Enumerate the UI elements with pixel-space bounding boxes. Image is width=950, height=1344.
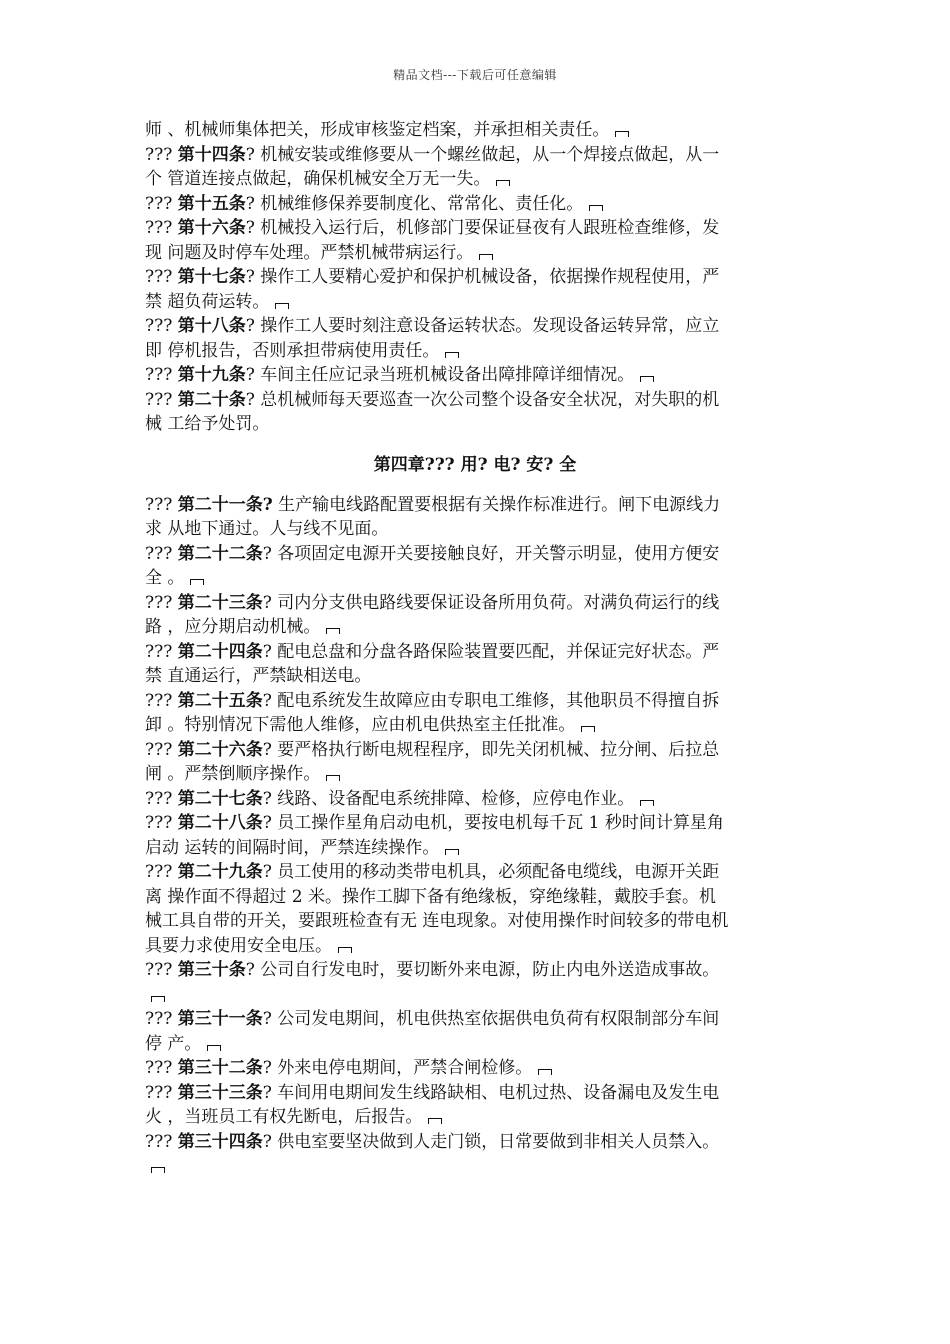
- article-text: 路 ，应分期启动机械。: [145, 617, 321, 637]
- line-prefix: ???: [145, 1082, 178, 1103]
- article-text: ? 公司自行发电时，要切断外来电源，防止内电外送造成事故。: [245, 960, 720, 980]
- article-text: 离 操作面不得超过 2 米。操作工脚下备有绝缘板，穿绝缘鞋，戴胶手套。机: [145, 886, 717, 907]
- article-text: ? 操作工人要精心爱护和保护机械设备，依据操作规程使用，严: [245, 267, 720, 287]
- article-number: 第二十七条: [177, 788, 263, 809]
- article-text: ? 总机械师每天要巡查一次公司整个设备安全状况，对失职的机: [245, 389, 720, 410]
- article-number: 第二十六条: [177, 739, 263, 760]
- text-line: [145, 290, 805, 315]
- article-text: 闸 。严禁倒顺序操作。: [145, 764, 321, 784]
- line-prefix: ???: [145, 365, 178, 385]
- article-text: 现 问题及时停车处理。严禁机械带病运行。: [145, 242, 474, 263]
- line-prefix: ???: [145, 1131, 178, 1152]
- article-text: ? 车间用电期间发生线路缺相、电机过热、设备漏电及发生电: [262, 1082, 720, 1103]
- text-line: [145, 640, 805, 665]
- text-line: [145, 885, 805, 910]
- article-text: ? 配电系统发生故障应由专职电工维修，其他职员不得擅自拆: [262, 690, 720, 711]
- article-number: 第二十八条: [177, 813, 263, 833]
- paragraph-mark-icon: [326, 775, 340, 781]
- article-text: 械 工给予处罚。: [145, 414, 270, 434]
- paragraph-mark-icon: [538, 1069, 552, 1075]
- paragraph-mark-icon: [640, 376, 654, 382]
- article-text: 全 。: [145, 568, 185, 588]
- article-text: 卸 。特别情况下需他人维修，应由机电供热室主任批准。: [145, 715, 576, 735]
- text-line: [145, 689, 805, 714]
- paragraph-mark-icon: [190, 579, 204, 585]
- article-text: 械工具自带的开关，要跟班检查有无 连电现象。对使用操作时间较多的带电机: [145, 911, 729, 931]
- document-body: [145, 118, 805, 1179]
- text-line: [145, 738, 805, 763]
- text-line: [145, 314, 805, 339]
- text-line: [145, 836, 805, 861]
- article-text: 即 停机报告，否则承担带病使用责任。: [145, 340, 440, 361]
- text-line: [145, 339, 805, 364]
- article-text: 禁 超负荷运转。: [145, 291, 270, 312]
- article-text: ? 司内分支供电路线要保证设备所用负荷。对满负荷运行的线: [262, 592, 720, 613]
- paragraph-mark-icon: [615, 131, 629, 137]
- article-text: ? 机械维修保养要制度化、常常化、责任化。: [245, 193, 584, 214]
- paragraph-mark-icon: [479, 254, 493, 260]
- article-number: 第十五条: [177, 193, 246, 214]
- paragraph-mark-icon: [496, 180, 510, 186]
- line-prefix: ???: [145, 144, 178, 165]
- text-line: [145, 934, 805, 959]
- article-text: 具要力求使用安全电压。: [145, 935, 332, 956]
- line-prefix: ???: [145, 960, 178, 980]
- line-prefix: ???: [145, 788, 178, 809]
- article-number: 第二十二条: [177, 543, 263, 564]
- article-number: 第二十五条: [177, 690, 263, 711]
- line-prefix: ???: [145, 690, 178, 711]
- article-number: 第十六条: [177, 218, 246, 238]
- paragraph-mark-icon: [275, 303, 289, 309]
- article-text: ? 机械安装或维修要从一个螺丝做起，从一个焊接点做起，从一: [245, 144, 720, 165]
- text-line: [145, 192, 805, 217]
- article-text: 个 管道连接点做起，确保机械安全万无一失。: [145, 169, 491, 189]
- chapter-title: 第四章??? 用? 电? 安? 全: [373, 454, 577, 475]
- text-line: [145, 566, 805, 591]
- text-line: [145, 1007, 805, 1032]
- text-line: [145, 265, 805, 290]
- paragraph-mark-icon: [207, 1045, 221, 1051]
- article-text: 生产输电线路配置要根据有关操作标准进行。闸下电源线力: [272, 494, 721, 515]
- article-number: 第二十三条: [177, 592, 263, 613]
- line-prefix: ???: [145, 641, 178, 662]
- article-text: ? 线路、设备配电系统排障、检修，应停电作业。: [262, 788, 635, 809]
- line-prefix: ???: [145, 1058, 178, 1078]
- text-line: [145, 388, 805, 413]
- line-prefix: ???: [145, 862, 178, 882]
- line-prefix: ???: [145, 813, 178, 833]
- paragraph-mark-icon: [151, 996, 165, 1002]
- article-text: ? 操作工人要时刻注意设备运转状态。发现设备运转异常，应立: [245, 316, 720, 336]
- line-prefix: ???: [145, 592, 178, 613]
- article-text: ? 公司发电期间，机电供热室依据供电负荷有权限制部分车间: [262, 1009, 720, 1029]
- article-text: 启动 运转的间隔时间，严禁连续操作。: [145, 837, 440, 858]
- article-text: ? 要严格执行断电规程程序，即先关闭机械、拉分闸、后拉总: [262, 739, 720, 760]
- text-line: [145, 493, 805, 518]
- paragraph-mark-icon: [338, 947, 352, 953]
- article-text: ? 外来电停电期间，严禁合闸检修。: [262, 1058, 533, 1078]
- article-number: 第十四条: [177, 144, 246, 165]
- article-number: 第二十九条: [177, 862, 263, 882]
- line-prefix: ???: [145, 218, 178, 238]
- paragraph-mark-icon: [326, 628, 340, 634]
- text-line: [145, 412, 805, 437]
- text-line: [145, 1032, 805, 1057]
- text-line: [145, 983, 805, 1008]
- article-number: 第二十条: [177, 389, 246, 410]
- text-line: [145, 143, 805, 168]
- text-line: [145, 517, 805, 542]
- text-line: [145, 1056, 805, 1081]
- paragraph-mark-icon: [151, 1167, 165, 1173]
- paragraph-mark-icon: [428, 1118, 442, 1124]
- article-text: 火 ，当班员工有权先断电，后报告。: [145, 1107, 423, 1127]
- line-prefix: ???: [145, 316, 178, 336]
- text-line: [145, 1154, 805, 1179]
- text-line: [145, 615, 805, 640]
- text-line: [145, 167, 805, 192]
- text-line: [145, 664, 805, 689]
- text-line: [145, 591, 805, 616]
- articles-chapter-3: [145, 118, 805, 437]
- article-number: 第十八条: [177, 316, 246, 336]
- text-line: [145, 787, 805, 812]
- article-text: 师 、机械师集体把关，形成审核鉴定档案，并承担相关责任。: [145, 120, 610, 140]
- line-prefix: ???: [145, 1009, 178, 1029]
- text-line: [145, 1081, 805, 1106]
- text-line: [145, 542, 805, 567]
- article-number: 第十九条: [177, 365, 246, 385]
- article-number: 第三十条: [177, 960, 246, 980]
- text-line: [145, 811, 805, 836]
- article-text: 停 产。: [145, 1033, 202, 1054]
- line-prefix: ???: [145, 494, 178, 515]
- text-line: [145, 216, 805, 241]
- line-prefix: ???: [145, 193, 178, 214]
- article-text: ? 供电室要坚决做到人走门锁，日常要做到非相关人员禁入。: [262, 1131, 720, 1152]
- text-line: [145, 241, 805, 266]
- text-line: [145, 118, 805, 143]
- text-line: [145, 909, 805, 934]
- articles-chapter-4: [145, 493, 805, 1179]
- text-line: [145, 1105, 805, 1130]
- paragraph-mark-icon: [445, 849, 459, 855]
- article-number: 第三十三条: [177, 1082, 263, 1103]
- article-number: 第三十一条: [177, 1009, 263, 1029]
- paragraph-mark-icon: [445, 352, 459, 358]
- paragraph-mark-icon: [640, 800, 654, 806]
- article-text: ? 车间主任应记录当班机械设备出障排障详细情况。: [245, 365, 635, 385]
- article-text: ? 各项固定电源开关要接触良好，开关警示明显，使用方便安: [262, 543, 720, 564]
- line-prefix: ???: [145, 739, 178, 760]
- article-number: 第三十二条: [177, 1058, 263, 1078]
- line-prefix: ???: [145, 389, 178, 410]
- article-number: 第三十四条: [177, 1131, 263, 1152]
- article-number: 第十七条: [177, 267, 246, 287]
- article-text: ? 员工操作星角启动电机，要按电机每千瓦 1 秒时间计算星角: [262, 813, 724, 833]
- article-text: ? 机械投入运行后，机修部门要保证昼夜有人跟班检查维修，发: [245, 218, 720, 238]
- article-text: 禁 直通运行，严禁缺相送电。: [145, 666, 372, 686]
- text-line: [145, 713, 805, 738]
- line-prefix: ???: [145, 543, 178, 564]
- article-number: 第二十一条?: [177, 494, 273, 515]
- text-line: [145, 762, 805, 787]
- paragraph-mark-icon: [589, 205, 603, 211]
- text-line: [145, 363, 805, 388]
- article-number: 第二十四条: [177, 641, 263, 662]
- text-line: [145, 958, 805, 983]
- text-line: [145, 860, 805, 885]
- line-prefix: ???: [145, 267, 178, 287]
- article-text: 求 从地下通过。人与线不见面。: [145, 519, 389, 539]
- text-line: [145, 1130, 805, 1155]
- paragraph-mark-icon: [581, 726, 595, 732]
- page-header: 精品文档---下载后可任意编辑: [393, 68, 557, 82]
- article-text: ? 配电总盘和分盘各路保险装置要匹配，并保证完好状态。严: [262, 641, 720, 662]
- article-text: ? 员工使用的移动类带电机具，必须配备电缆线，电源开关距: [262, 862, 720, 882]
